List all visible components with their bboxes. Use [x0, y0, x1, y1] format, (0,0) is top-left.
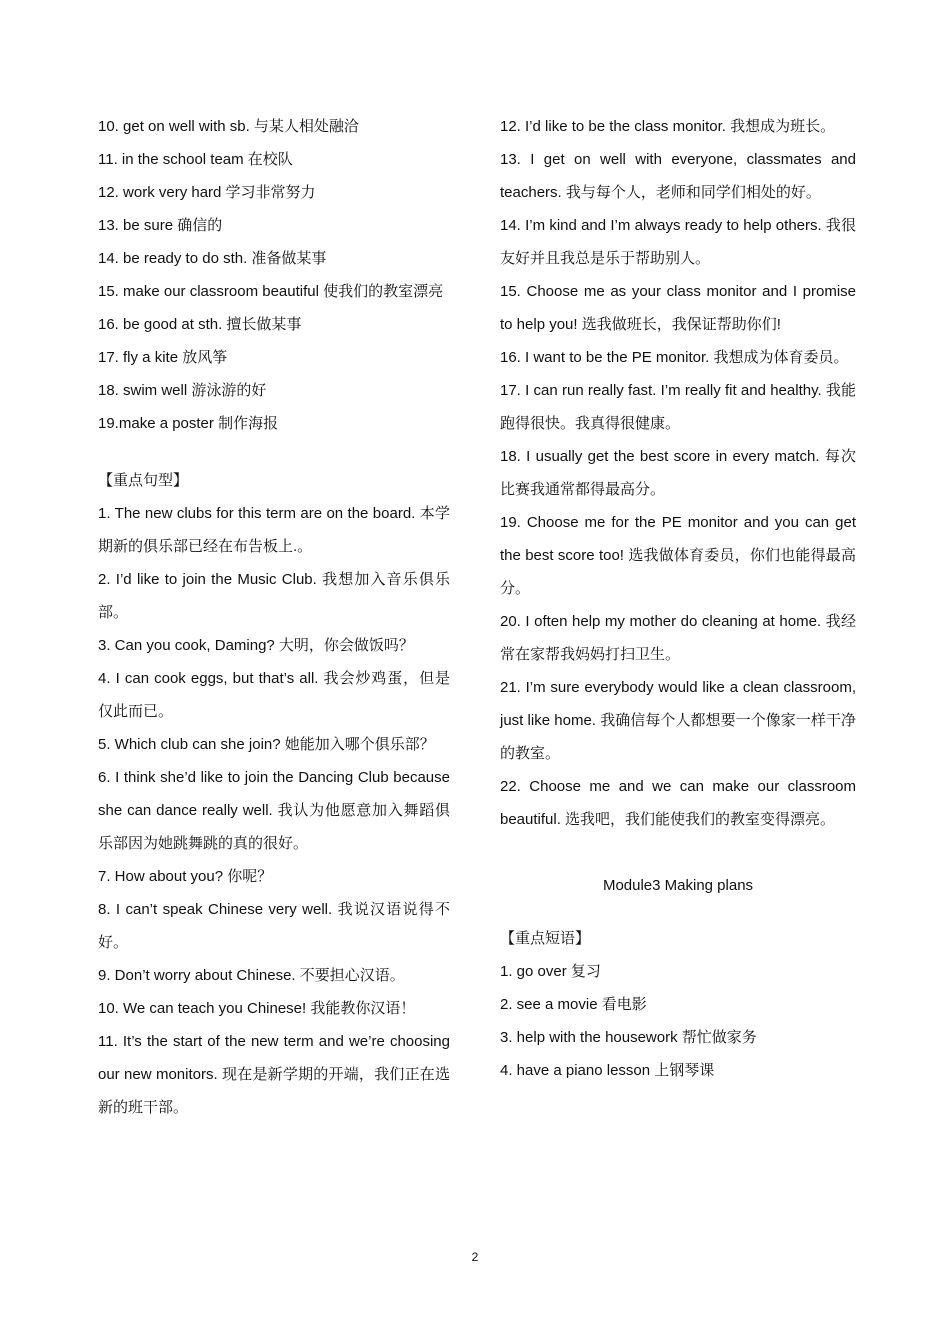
- sentence-item: 2. I’d like to join the Music Club. 我想加入音乐俱乐部。: [98, 571, 450, 621]
- phrase-item: 13. be sure 确信的: [98, 217, 223, 234]
- sentence-item: 8. I can’t speak Chinese very well. 我说汉语说得不好。: [98, 901, 450, 951]
- phrase-item: 4. have a piano lesson 上钢琴课: [500, 1062, 715, 1079]
- right-column: [500, 110, 856, 1087]
- sentence-item: 3. Can you cook, Daming? 大明，你会做饭吗？: [98, 637, 414, 654]
- sentence-item: 1. The new clubs for this term are on the board. 本学期新的俱乐部已经在布告板上.。: [98, 505, 450, 555]
- section-heading-phrases: 【重点短语】: [500, 930, 591, 947]
- sentence-list: [500, 110, 856, 836]
- phrase-item: 1. go over 复习: [500, 963, 601, 980]
- phrase-item: 3. help with the housework 帮忙做家务: [500, 1029, 757, 1046]
- module-title: Module3 Making plans: [602, 877, 754, 894]
- sentence-item: 13. I get on well with everyone, classmates and teachers. 我与每个人，老师和同学们相处的好。: [500, 151, 856, 201]
- sentence-item: 9. Don’t worry about Chinese. 不要担心汉语。: [98, 967, 405, 984]
- sentence-item: 10. We can teach you Chinese! 我能教你汉语！: [98, 1000, 416, 1017]
- phrase-item: 11. in the school team 在校队: [98, 151, 293, 168]
- left-column: [98, 110, 450, 1124]
- sentence-item: 16. I want to be the PE monitor. 我想成为体育委员。: [500, 349, 849, 366]
- phrase-item: 17. fly a kite 放风筝: [98, 349, 228, 366]
- sentence-item: 21. I’m sure everybody would like a clean classroom, just like home. 我确信每个人都想要一个像家一样干净的教室。: [500, 679, 856, 762]
- sentence-item: 15. Choose me as your class monitor and I promise to help you! 选我做班长，我保证帮助你们!: [500, 283, 856, 333]
- phrase-item: 10. get on well with sb. 与某人相处融洽: [98, 118, 359, 135]
- phrase-list: [98, 110, 450, 440]
- phrase-item: 14. be ready to do sth. 准备做某事: [98, 250, 327, 267]
- sentence-item: 6. I think she’d like to join the Dancing Club because she can dance really well. 我认为他愿意加入舞蹈俱乐部因为她跳舞跳的真的很好。: [98, 769, 450, 852]
- sentence-item: 17. I can run really fast. I’m really fit and healthy. 我能跑得很快。我真得很健康。: [500, 382, 856, 432]
- phrase-item: 18. swim well 游泳游的好: [98, 382, 267, 399]
- phrase-item: 19.make a poster 制作海报: [98, 415, 279, 432]
- sentence-item: 12. I’d like to be the class monitor. 我想成为班长。: [500, 118, 836, 135]
- phrase-item: 12. work very hard 学习非常努力: [98, 184, 316, 201]
- section-heading-sentences: 【重点句型】: [98, 472, 189, 489]
- phrase-list: [500, 955, 856, 1087]
- sentence-item: 5. Which club can she join? 她能加入哪个俱乐部？: [98, 736, 435, 753]
- sentence-item: 18. I usually get the best score in every match. 每次比赛我通常都得最高分。: [500, 448, 856, 498]
- sentence-item: 14. I’m kind and I’m always ready to help others. 我很友好并且我总是乐于帮助别人。: [500, 217, 856, 267]
- sentence-item: 7. How about you? 你呢？: [98, 868, 273, 885]
- phrase-item: 16. be good at sth. 擅长做某事: [98, 316, 302, 333]
- sentence-item: 4. I can cook eggs, but that’s all. 我会炒鸡蛋，但是仅此而已。: [98, 670, 450, 720]
- page-number: 2: [471, 1250, 479, 1264]
- sentence-item: 11. It’s the start of the new term and we’re choosing our new monitors. 现在是新学期的开端，我们正在选新的班干部。: [98, 1033, 450, 1116]
- sentence-item: 20. I often help my mother do cleaning at home. 我经常在家帮我妈妈打扫卫生。: [500, 613, 856, 663]
- phrase-item: 15. make our classroom beautiful 使我们的教室漂亮: [98, 283, 444, 300]
- sentence-list: [98, 497, 450, 1124]
- phrase-item: 2. see a movie 看电影: [500, 996, 647, 1013]
- sentence-item: 22. Choose me and we can make our classroom beautiful. 选我吧，我们能使我们的教室变得漂亮。: [500, 778, 856, 828]
- sentence-item: 19. Choose me for the PE monitor and you can get the best score too! 选我做体育委员，你们也能得最高分。: [500, 514, 856, 597]
